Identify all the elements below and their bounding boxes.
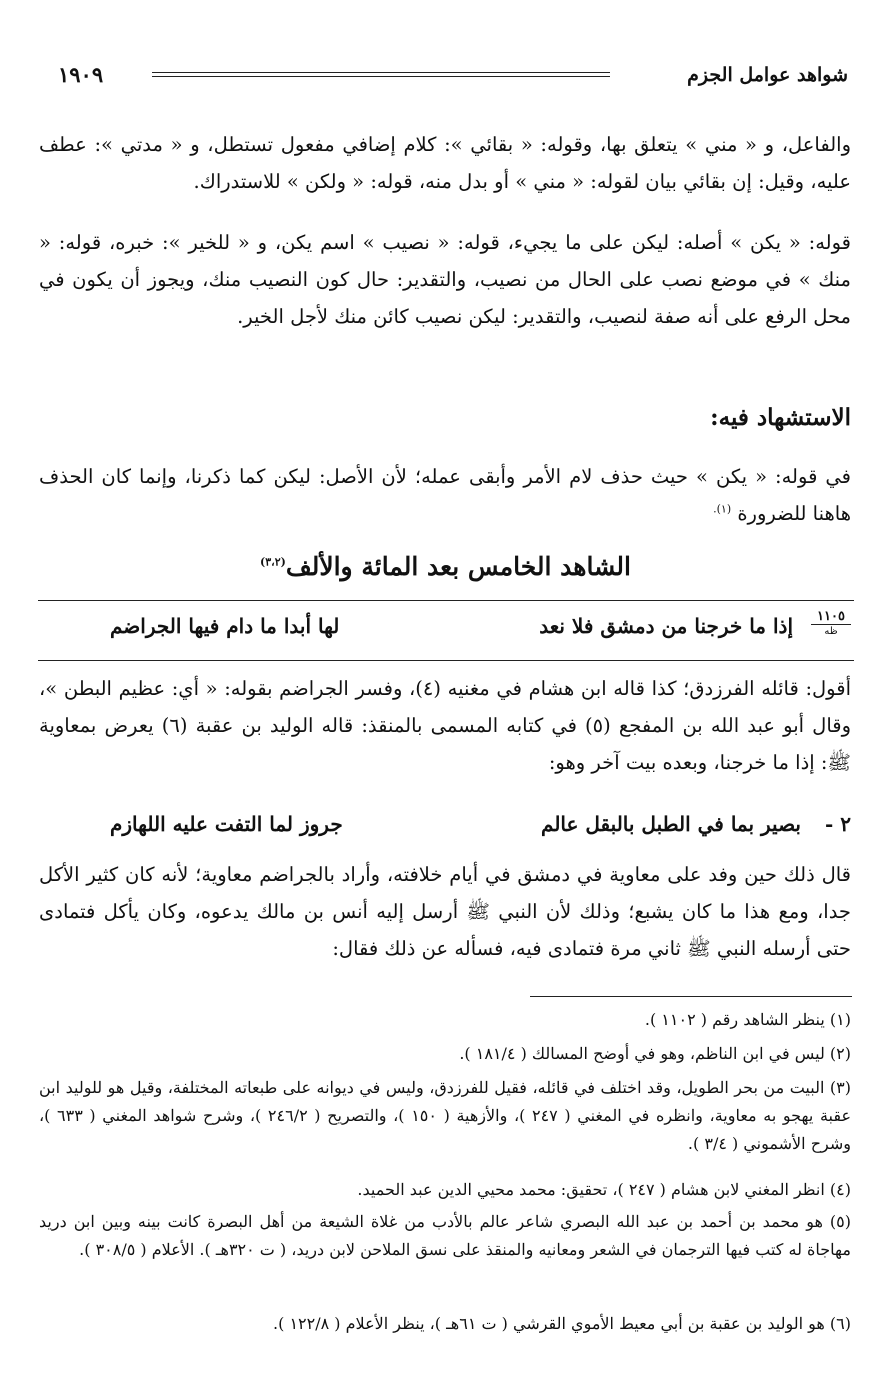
footnote-4: (٤) انظر المغني لابن هشام ( ٢٤٧ )، تحقيق: محمد محيي الدين عبد الحميد. [357, 1180, 851, 1199]
header-title: شواهد عوامل الجزم [687, 64, 848, 86]
header-rule [152, 72, 610, 77]
footnote-5: (٥) هو محمد بن أحمد بن عبد الله البصري شاعر عالم بالأدب من غلاة الشيعة من أهل البصرة كانت بينه وبين ابن دريد مهاجاة له كتب فيها الترجمان في الشعر ومعانيه والمنقذ على نسق الملاحن لابن دريد، ( ت ٣٢٠هـ ). الأعلام ( ٣٠٨/٥ ). [39, 1212, 851, 1259]
istishhad-footnote-ref: (١). [713, 502, 732, 516]
verse-first-hemistich: إذا ما خرجنا من دمشق فلا نعد [539, 614, 793, 638]
body-paragraph-1: والفاعل، و « مني » يتعلق بها، وقوله: « بقائي »: كلام إضافي مفعول تستطل، و « مدتي »: عطف عليه، وقيل: إن بقائي بيان لقوله: « مني » أو بدل منه، قوله: « ولكن » للاستدراك. [39, 133, 851, 193]
istishhad-paragraph [39, 458, 851, 532]
verse2-number: ٢ - [824, 812, 851, 836]
verse2-first-hemistich: بصير بما في الطبل بالبقل عالم [541, 812, 801, 836]
shahid-heading-text: الشاهد الخامس بعد المائة والألف [285, 552, 631, 581]
verse2-second-hemistich: جروز لما التفت عليه اللهازم [110, 812, 343, 836]
body-paragraph-2: قوله: « يكن » أصله: ليكن على ما يجيء، قوله: « نصيب » اسم يكن، و « للخير »: خبره، قوله: « منك » في موضع نصب على الحال من نصيب، والتقدير: حال كون النصيب منك، ويجوز أن يكون في محل الرفع على أنه صفة لنصيب، والتقدير: ليكن نصيب كائن منك لأجل الخير. [39, 231, 851, 328]
explanation-paragraph-1: أقول: قائله الفرزدق؛ كذا قاله ابن هشام في مغنيه (٤)، وفسر الجراضم بقوله: « أي: عظيم البطن »، وقال أبو عبد الله بن المفجع (٥) في كتابه المسمى بالمنقذ: قاله الوليد بن عقبة (٦) يعرض بمعاوية ﷺ: إذا ما خرجنا، وبعده بيت آخر وهو: [39, 677, 851, 774]
shahid-heading-ref: (٣،٢) [260, 555, 286, 569]
istishhad-heading: الاستشهاد فيه: [710, 404, 851, 431]
verse-number [811, 610, 851, 639]
verse-second-hemistich: لها أبدا ما دام فيها الجراضم [110, 614, 340, 638]
footnote-3: (٣) البيت من بحر الطويل، وقد اختلف في قائله، فقيل للفرزدق، وليس في ديوانه على طبعاته المختلفة، وقيل هو للوليد ابن عقبة يهجو به معاوية، وانظره في المغني ( ٢٤٧ )، والأزهية ( ١٥٠ )، والتصريح ( ٢٤٦/٢ )، وشرح شواهد المغني ( ٦٣٣ )، وشرح الأشموني ( ٣/٤ ). [39, 1078, 851, 1153]
verse-source: ظه [811, 624, 851, 639]
verse-rule-top [38, 600, 854, 601]
verse-number-value: ١١٠٥ [817, 609, 845, 624]
explanation-paragraph-2: قال ذلك حين وفد على معاوية في دمشق في أيام خلافته، وأراد بالجراضم معاوية؛ لأنه كان كثير الأكل جدا، ومع هذا ما كان يشبع؛ وذلك لأن النبي ﷺ أرسل إليه أنس بن مالك يدعوه، وكان يأكل فتمادى حتى أرسله النبي ﷺ ثاني مرة فتمادى فيه، فسأله عن ذلك فقال: [39, 863, 851, 960]
shahid-heading [0, 552, 891, 581]
footnote-6: (٦) هو الوليد بن عقبة بن أبي معيط الأموي القرشي ( ت ٦١هـ )، ينظر الأعلام ( ١٢٢/٨ ). [273, 1314, 851, 1333]
footnote-1: (١) ينظر الشاهد رقم ( ١١٠٢ ). [644, 1010, 851, 1029]
footnote-2: (٢) ليس في ابن الناظم، وهو في أوضح المسالك ( ١٨١/٤ ). [459, 1044, 851, 1063]
istishhad-text: في قوله: « يكن » حيث حذف لام الأمر وأبقى عمله؛ لأن الأصل: ليكن كما ذكرنا، وإنما كان الحذف هاهنا للضرورة [39, 465, 851, 525]
page-number: ١٩٠٩ [58, 62, 104, 87]
verse-rule-bottom [38, 660, 854, 661]
footnote-rule [530, 996, 852, 997]
running-header [58, 62, 848, 92]
